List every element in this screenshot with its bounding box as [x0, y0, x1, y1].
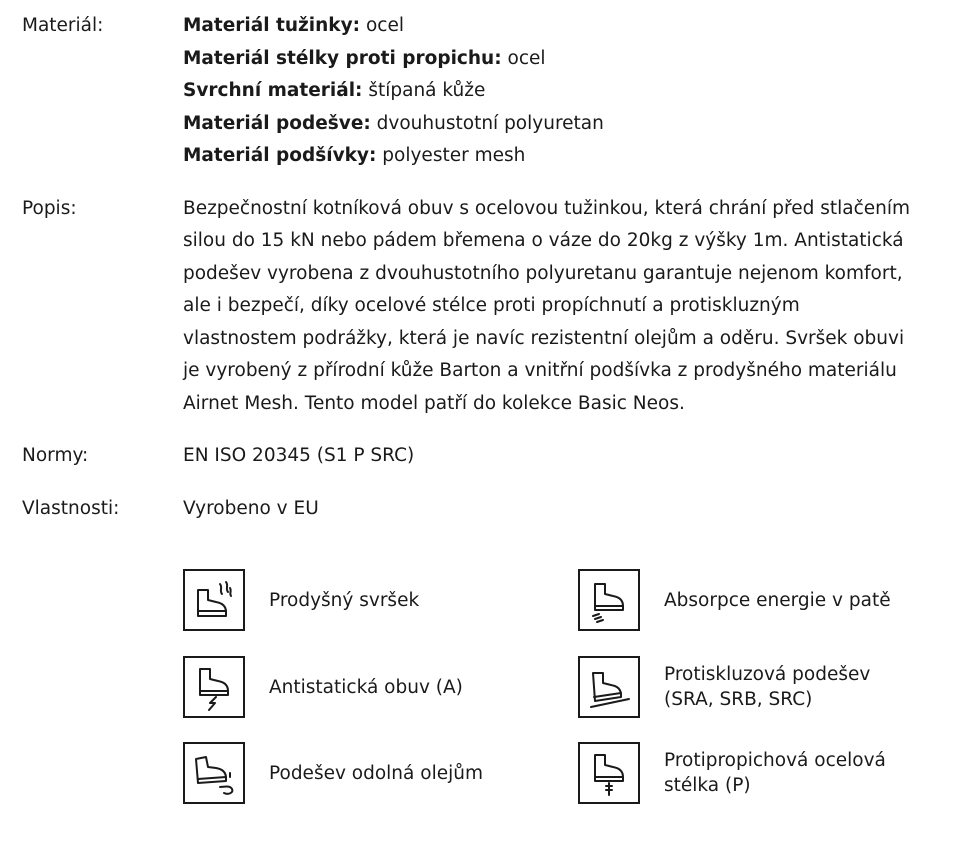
- material-value: polyester mesh: [382, 145, 526, 166]
- popis-label: Popis:: [22, 197, 77, 219]
- breathable-upper-icon: [183, 569, 245, 631]
- popis-line: vlastnostem podrážky, která je navíc rezistentní olejům a oděru. Svršek obuvi: [183, 327, 905, 349]
- product-spec: [22, 10, 952, 545]
- anti-slip-sole-icon: [578, 656, 640, 718]
- vlastnosti-row: [22, 493, 952, 526]
- popis-line: je vyrobený z přírodní kůže Barton a vnitřní podšívka z prodyšného materiálu: [183, 360, 897, 381]
- material-key: Materiál tužinky:: [183, 15, 361, 36]
- popis-line: Airnet Mesh. Tento model patří do kolekce Basic Neos.: [183, 392, 685, 414]
- material-value: ocel: [507, 47, 546, 69]
- feature-label: Prodyšný svršek: [269, 589, 420, 611]
- popis-line: ale i bezpečí, díky ocelové stélce proti propíchnutí a protiskluzným: [183, 295, 800, 316]
- material-row: [22, 10, 952, 173]
- feature-item: [578, 742, 934, 804]
- feature-label: Podešev odolná olejům: [269, 762, 483, 784]
- vlastnosti-label: Vlastnosti:: [22, 497, 120, 519]
- oil-resistant-sole-icon: [183, 742, 245, 804]
- feature-item: [578, 656, 934, 718]
- feature-item: [183, 656, 539, 718]
- feature-label: Antistatická obuv (A): [269, 676, 463, 698]
- feature-item: [183, 569, 539, 631]
- feature-item: [183, 742, 539, 804]
- material-line: [183, 10, 952, 43]
- normy-label: Normy:: [22, 445, 89, 466]
- feature-label: Absorpce energie v patě: [664, 589, 891, 611]
- feature-label: Protipropichová ocelová stélka (P): [664, 750, 886, 796]
- material-line: [183, 43, 952, 76]
- material-value: štípaná kůže: [368, 80, 486, 101]
- material-value: dvouhustotní polyuretan: [376, 112, 604, 134]
- puncture-resistant-insole-icon: [578, 742, 640, 804]
- material-key: Svrchní materiál:: [183, 80, 363, 101]
- material-value: ocel: [365, 15, 404, 36]
- vlastnosti-value: Vyrobeno v EU: [183, 497, 319, 519]
- material-key: Materiál podešve:: [183, 112, 371, 134]
- feature-item: [578, 569, 934, 631]
- material-line: [183, 108, 952, 141]
- popis-line: Bezpečnostní kotníková obuv s ocelovou tužinkou, která chrání před stlačením: [183, 197, 911, 219]
- material-line: [183, 75, 952, 108]
- feature-label: Protiskluzová podešev (SRA, SRB, SRC): [664, 664, 871, 710]
- popis-line: podešev vyrobena z dvouhustotního polyuretanu garantuje nejenom komfort,: [183, 262, 903, 284]
- material-line: [183, 140, 952, 173]
- popis-text: [183, 193, 952, 421]
- material-label: Materiál:: [22, 15, 104, 36]
- antistatic-shoe-icon: [183, 656, 245, 718]
- popis-row: [22, 193, 952, 421]
- normy-value: EN ISO 20345 (S1 P SRC): [183, 445, 415, 466]
- normy-row: [22, 440, 952, 473]
- material-list: [183, 10, 952, 173]
- material-key: Materiál podšívky:: [183, 145, 377, 166]
- material-key: Materiál stélky proti propichu:: [183, 47, 502, 69]
- heel-energy-absorption-icon: [578, 569, 640, 631]
- popis-line: silou do 15 kN nebo pádem břemena o váze do 20kg z výšky 1m. Antistatická: [183, 230, 904, 251]
